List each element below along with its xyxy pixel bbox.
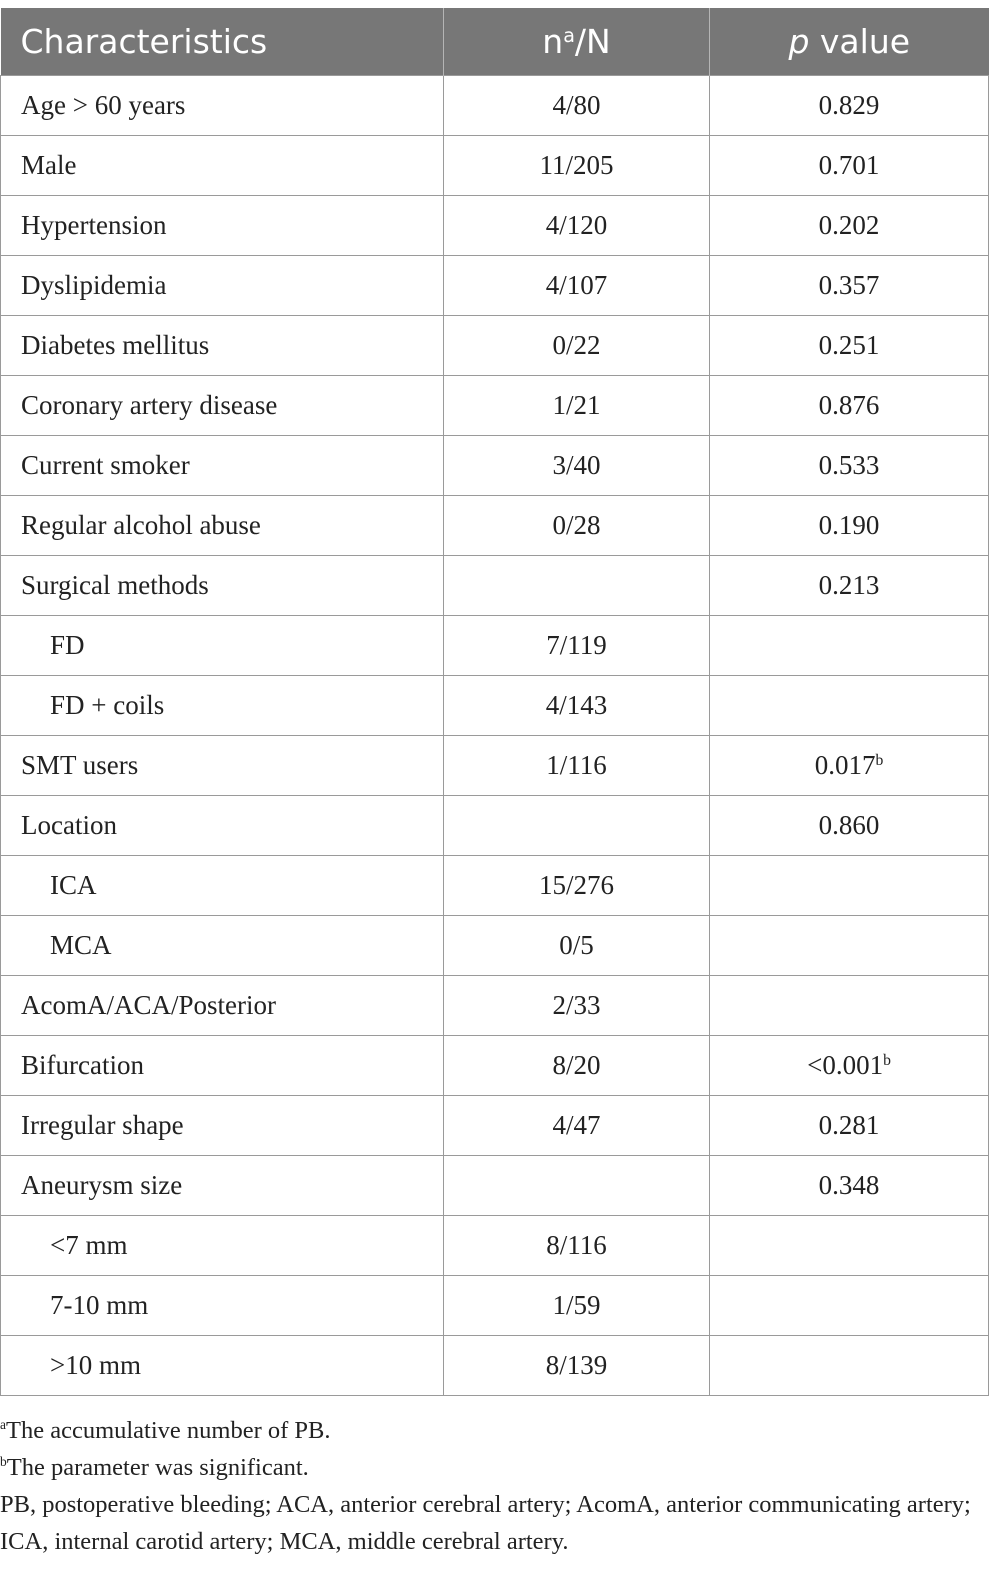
cell-n-over-N: 3/40 — [444, 436, 710, 496]
p-value-text: 0.876 — [818, 390, 880, 420]
cell-p-value — [710, 1216, 989, 1276]
cell-n-over-N: 8/20 — [444, 1036, 710, 1096]
cell-p-value — [710, 736, 989, 796]
cell-n-over-N: 7/119 — [444, 616, 710, 676]
cell-n-over-N: 0/28 — [444, 496, 710, 556]
cell-n-over-N: 1/21 — [444, 376, 710, 436]
cell-characteristic: ICA — [1, 856, 444, 916]
cell-n-over-N: 1/116 — [444, 736, 710, 796]
table-row — [1, 316, 989, 376]
table-row — [1, 136, 989, 196]
footnote-a-mark: a — [0, 1416, 6, 1432]
cell-characteristic: Dyslipidemia — [1, 256, 444, 316]
cell-p-value — [710, 316, 989, 376]
table-row — [1, 1096, 989, 1156]
header-p-rest: value — [809, 22, 911, 61]
cell-p-value — [710, 1156, 989, 1216]
cell-p-value — [710, 76, 989, 136]
cell-p-value — [710, 1036, 989, 1096]
footnote-b — [0, 1449, 985, 1486]
cell-characteristic: Aneurysm size — [1, 1156, 444, 1216]
header-characteristics: Characteristics — [1, 8, 444, 76]
p-value-text: 0.202 — [818, 210, 880, 240]
header-n-superscript: a — [563, 24, 575, 48]
table-footnotes — [0, 1412, 985, 1560]
cell-characteristic: Diabetes mellitus — [1, 316, 444, 376]
header-N: /N — [574, 22, 611, 61]
cell-p-value — [710, 856, 989, 916]
p-value-text: 0.281 — [818, 1110, 880, 1140]
cell-p-value — [710, 556, 989, 616]
cell-n-over-N: 4/120 — [444, 196, 710, 256]
cell-characteristic: Bifurcation — [1, 1036, 444, 1096]
table-header — [1, 8, 989, 76]
cell-n-over-N — [444, 796, 710, 856]
table-row — [1, 376, 989, 436]
cell-p-value — [710, 436, 989, 496]
table-row — [1, 736, 989, 796]
table-row — [1, 1036, 989, 1096]
cell-n-over-N: 4/107 — [444, 256, 710, 316]
table-row — [1, 1276, 989, 1336]
table-row — [1, 976, 989, 1036]
cell-characteristic: FD + coils — [1, 676, 444, 736]
cell-n-over-N: 8/116 — [444, 1216, 710, 1276]
cell-characteristic: FD — [1, 616, 444, 676]
table-row — [1, 1336, 989, 1396]
table-row — [1, 256, 989, 316]
header-row — [1, 8, 989, 76]
p-value-text: 0.533 — [818, 450, 880, 480]
cell-p-value — [710, 256, 989, 316]
cell-n-over-N: 0/5 — [444, 916, 710, 976]
p-value-text: 0.190 — [818, 510, 880, 540]
cell-n-over-N — [444, 1156, 710, 1216]
cell-p-value — [710, 796, 989, 856]
significance-marker: b — [875, 752, 884, 770]
table-row — [1, 76, 989, 136]
significance-marker: b — [883, 1052, 891, 1070]
cell-n-over-N: 11/205 — [444, 136, 710, 196]
cell-characteristic: Location — [1, 796, 444, 856]
table-row — [1, 436, 989, 496]
footnote-abbreviations: PB, postoperative bleeding; ACA, anterior cerebral artery; AcomA, anterior communicating artery; ICA, internal carotid artery; MCA, middle cerebral artery. — [0, 1491, 971, 1555]
cell-characteristic: Regular alcohol abuse — [1, 496, 444, 556]
cell-characteristic: Coronary artery disease — [1, 376, 444, 436]
table-row — [1, 196, 989, 256]
p-value-text: 0.701 — [818, 150, 880, 180]
cell-n-over-N — [444, 556, 710, 616]
cell-n-over-N: 1/59 — [444, 1276, 710, 1336]
table-row — [1, 676, 989, 736]
table-row — [1, 616, 989, 676]
p-value-text: 0.860 — [818, 810, 880, 840]
cell-characteristic: Current smoker — [1, 436, 444, 496]
cell-p-value — [710, 1276, 989, 1336]
cell-characteristic: MCA — [1, 916, 444, 976]
p-value-text: 0.251 — [818, 330, 880, 360]
header-n: n — [542, 22, 564, 61]
footnote-a-text: The accumulative number of PB. — [5, 1417, 331, 1444]
p-value-text: 0.357 — [818, 270, 880, 300]
cell-p-value — [710, 1096, 989, 1156]
p-value-text: 0.829 — [818, 90, 880, 120]
header-p-value — [710, 8, 989, 76]
header-n-over-N — [444, 8, 710, 76]
cell-characteristic: AcomA/ACA/Posterior — [1, 976, 444, 1036]
cell-p-value — [710, 136, 989, 196]
cell-p-value — [710, 1336, 989, 1396]
cell-p-value — [710, 976, 989, 1036]
table-row — [1, 556, 989, 616]
table-row — [1, 796, 989, 856]
cell-p-value — [710, 376, 989, 436]
cell-n-over-N: 4/143 — [444, 676, 710, 736]
cell-characteristic: >10 mm — [1, 1336, 444, 1396]
table-row — [1, 1216, 989, 1276]
table-row — [1, 1156, 989, 1216]
cell-characteristic: 7-10 mm — [1, 1276, 444, 1336]
cell-p-value — [710, 196, 989, 256]
cell-n-over-N: 0/22 — [444, 316, 710, 376]
cell-characteristic: Irregular shape — [1, 1096, 444, 1156]
p-value-text: <0.001 — [807, 1050, 884, 1080]
table-container — [0, 8, 988, 1396]
table-row — [1, 496, 989, 556]
footnote-b-mark: b — [0, 1453, 7, 1469]
characteristics-table — [0, 8, 989, 1396]
header-p-italic: p — [788, 22, 810, 61]
cell-characteristic: Male — [1, 136, 444, 196]
footnote-b-text: The parameter was significant. — [6, 1454, 309, 1481]
cell-p-value — [710, 916, 989, 976]
cell-p-value — [710, 616, 989, 676]
p-value-text: 0.348 — [818, 1170, 880, 1200]
cell-characteristic: Age > 60 years — [1, 76, 444, 136]
table-row — [1, 916, 989, 976]
cell-characteristic: <7 mm — [1, 1216, 444, 1276]
cell-n-over-N: 4/47 — [444, 1096, 710, 1156]
cell-p-value — [710, 496, 989, 556]
cell-characteristic: Surgical methods — [1, 556, 444, 616]
cell-characteristic: Hypertension — [1, 196, 444, 256]
table-body — [1, 76, 989, 1396]
p-value-text: 0.017 — [814, 750, 876, 780]
cell-n-over-N: 4/80 — [444, 76, 710, 136]
table-row — [1, 856, 989, 916]
cell-p-value — [710, 676, 989, 736]
p-value-text: 0.213 — [818, 570, 880, 600]
cell-n-over-N: 15/276 — [444, 856, 710, 916]
footnote-a — [0, 1412, 985, 1449]
cell-characteristic: SMT users — [1, 736, 444, 796]
cell-n-over-N: 8/139 — [444, 1336, 710, 1396]
cell-n-over-N: 2/33 — [444, 976, 710, 1036]
